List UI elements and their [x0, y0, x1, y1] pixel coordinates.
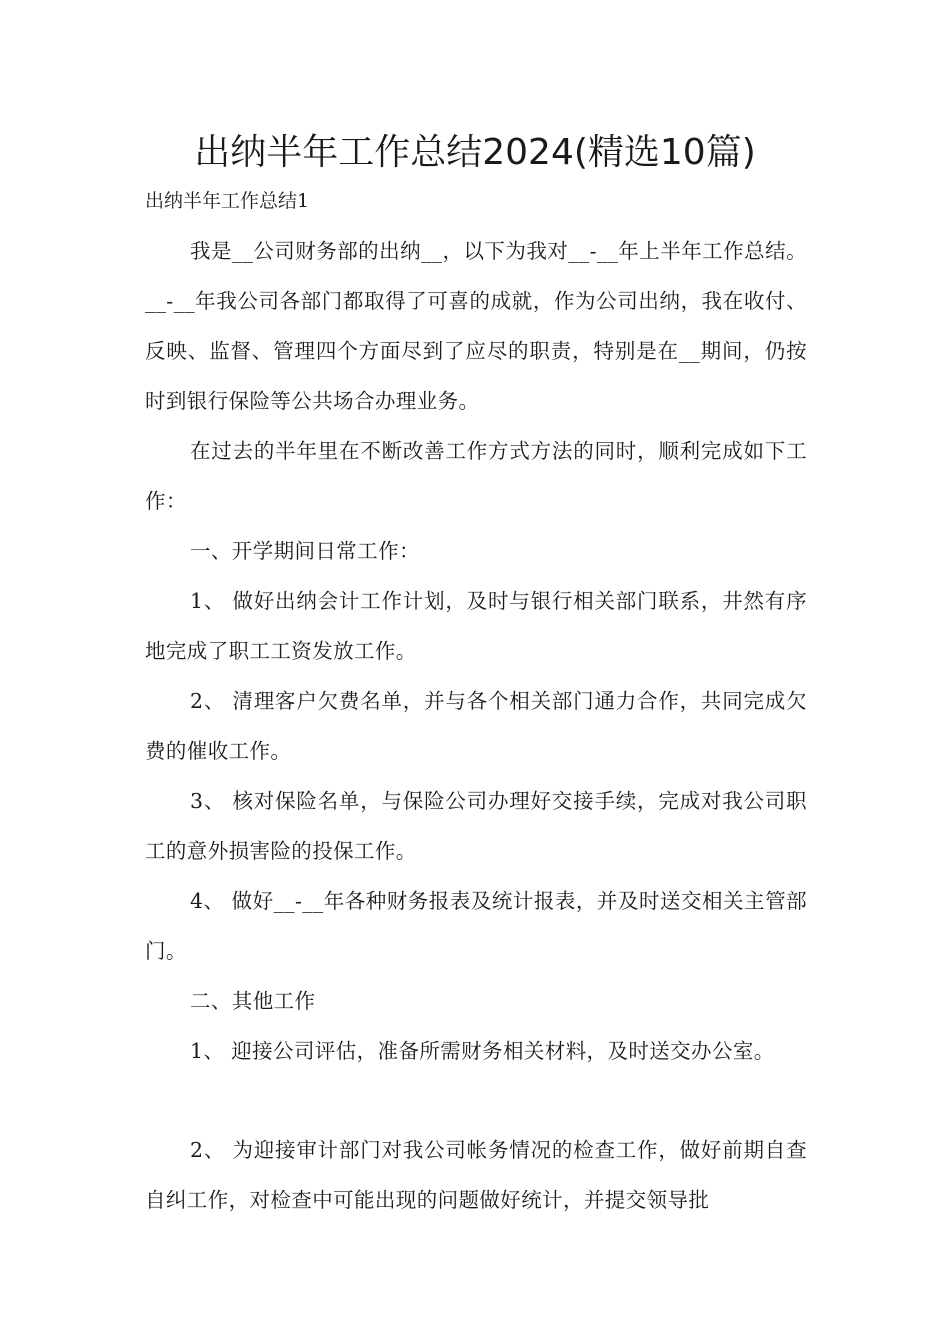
paragraph-summary-lead: 在过去的半年里在不断改善工作方式方法的同时，顺利完成如下工作：: [145, 439, 807, 513]
list-item: 2、 清理客户欠费名单，并与各个相关部门通力合作，共同完成欠费的催收工作。: [145, 689, 807, 763]
section-subtitle: 出纳半年工作总结1: [145, 190, 310, 212]
document-title: 出纳半年工作总结2024(精选10篇): [194, 132, 756, 173]
list-item: 3、 核对保险名单，与保险公司办理好交接手续，完成对我公司职工的意外损害险的投保工作。: [145, 789, 807, 863]
section-heading-other-work: 二、其他工作: [190, 989, 316, 1013]
list-item: 2、 为迎接审计部门对我公司帐务情况的检查工作，做好前期自查自纠工作，对检查中可能出现的问题做好统计，并提交领导批: [145, 1138, 807, 1212]
section-heading-daily-work: 一、开学期间日常工作：: [190, 539, 420, 563]
paragraph-intro: 我是__公司财务部的出纳__，以下为我对__-__年上半年工作总结。__-__年我公司各部门都取得了可喜的成就，作为公司出纳，我在收付、反映、监督、管理四个方面尽到了应尽的职责，特别是在__期间，仍按时到银行保险等公共场合办理业务。: [145, 239, 807, 413]
list-item: 1、 做好出纳会计工作计划，及时与银行相关部门联系，井然有序地完成了职工工资发放工作。: [145, 589, 807, 663]
list-item: 1、 迎接公司评估，准备所需财务相关材料，及时送交办公室。: [190, 1039, 775, 1063]
list-item: 4、 做好__-__年各种财务报表及统计报表，并及时送交相关主管部门。: [145, 889, 807, 963]
